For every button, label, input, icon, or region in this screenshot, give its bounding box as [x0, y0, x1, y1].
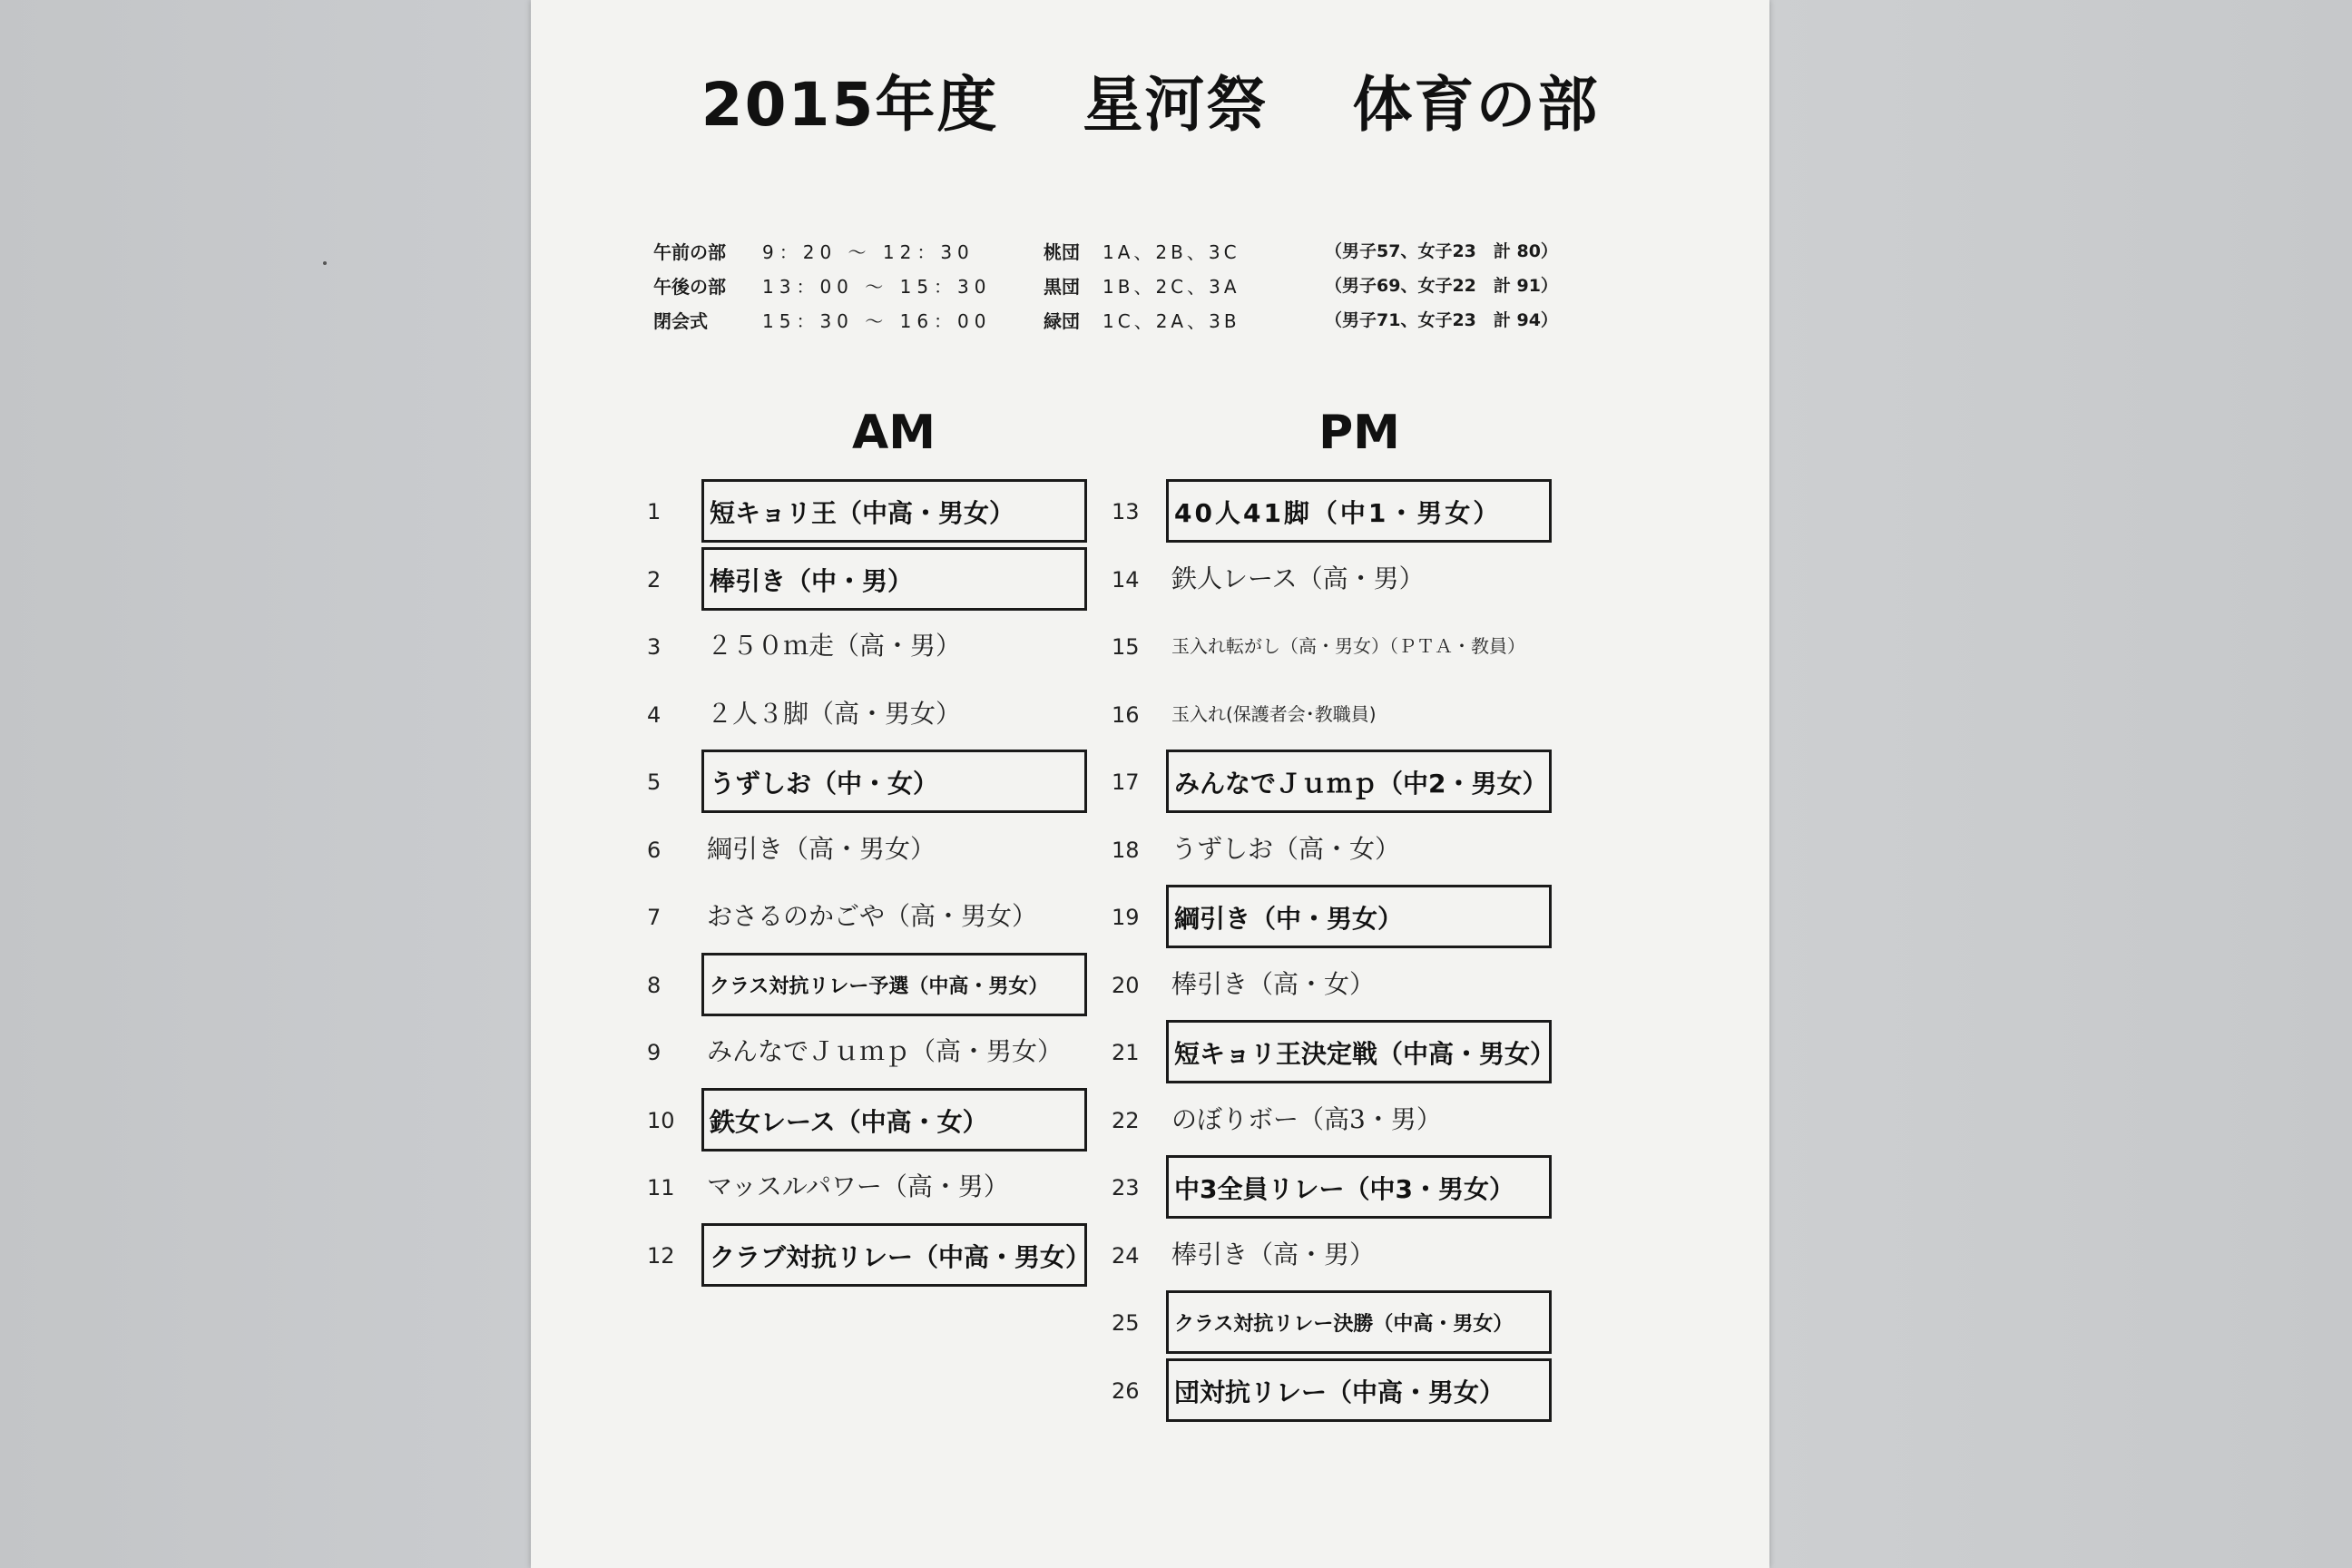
event-number: 26	[1112, 1377, 1140, 1404]
schedule-team: 桃団	[1044, 241, 1080, 263]
event-name: 棒引き（高・女）	[1171, 968, 1376, 999]
event-name: 玉入れ(保護者会･教職員)	[1171, 702, 1377, 725]
event-number: 7	[647, 905, 662, 930]
event-number: 6	[647, 837, 662, 863]
schedule-count: （男子57、女子23 計 80）	[1325, 241, 1558, 261]
event-name-boxed: 中3全員リレー（中3・男女）	[1166, 1155, 1552, 1219]
event-number: 15	[1112, 634, 1140, 660]
event-name: 棒引き（高・男）	[1171, 1239, 1376, 1269]
schedule-classes: 1B、2C、3A	[1102, 276, 1240, 298]
event-name-boxed: みんなでＪｕｍｐ（中2・男女）	[1166, 750, 1552, 813]
wall-left	[0, 0, 531, 1568]
event-name-boxed: クラス対抗リレー決勝（中高・男女）	[1166, 1290, 1552, 1354]
event-number: 23	[1112, 1175, 1140, 1200]
event-name: マッスルパワー（高・男）	[707, 1171, 1009, 1201]
event-number: 10	[647, 1107, 675, 1133]
event-number: 2	[647, 566, 662, 593]
event-number: 3	[647, 634, 662, 660]
event-name: のぼりボー（高3・男）	[1171, 1103, 1442, 1134]
schedule-count: （男子69、女子22 計 91）	[1325, 276, 1558, 296]
event-number: 11	[647, 1175, 675, 1200]
paper-sheet	[531, 0, 1769, 1568]
event-number: 1	[647, 499, 662, 524]
schedule-label: 午後の部	[653, 276, 726, 298]
schedule-classes: 1C、2A、3B	[1102, 310, 1240, 332]
event-name-boxed: クラブ対抗リレー（中高・男女）	[701, 1223, 1087, 1287]
schedule-label: 閉会式	[653, 310, 708, 332]
event-name: おさるのかごや（高・男女）	[707, 901, 1038, 931]
event-number: 18	[1112, 837, 1140, 863]
am-heading: AM	[852, 406, 936, 460]
event-number: 21	[1112, 1040, 1140, 1065]
event-name-boxed: 綱引き（中・男女）	[1166, 885, 1552, 948]
schedule-team: 黒団	[1044, 276, 1080, 298]
schedule-time: 15：30 ～ 16：00	[762, 310, 992, 332]
event-name-boxed: 棒引き（中・男）	[701, 547, 1087, 611]
event-name: 鉄人レース（高・男）	[1171, 563, 1425, 593]
event-number: 22	[1112, 1107, 1140, 1133]
event-number: 12	[647, 1242, 675, 1269]
event-number: 14	[1112, 566, 1140, 593]
event-name-boxed: 40人41脚（中1・男女）	[1166, 479, 1552, 543]
schedule-time: 13：00 ～ 15：30	[762, 276, 992, 298]
event-number: 17	[1112, 769, 1140, 795]
event-number: 25	[1112, 1310, 1140, 1336]
event-name-boxed: クラス対抗リレー予選（中高・男女）	[701, 953, 1087, 1016]
event-number: 4	[647, 701, 662, 728]
schedule-team: 緑団	[1044, 310, 1080, 332]
event-name-boxed: 鉄女レース（中高・女）	[701, 1088, 1087, 1152]
event-number: 13	[1112, 499, 1140, 524]
schedule-classes: 1A、2B、3C	[1102, 241, 1240, 263]
event-number: 9	[647, 1040, 662, 1065]
event-name-boxed: 短キョリ王決定戦（中高・男女）	[1166, 1020, 1552, 1083]
schedule-count: （男子71、女子23 計 94）	[1325, 310, 1558, 330]
pm-heading: PM	[1318, 406, 1400, 460]
event-number: 8	[647, 972, 662, 998]
schedule-label: 午前の部	[653, 241, 726, 263]
event-name: ２人３脚（高・男女）	[707, 698, 962, 729]
event-name: 玉入れ転がし（高・男女）（ＰＴＡ・教員）	[1171, 635, 1525, 657]
event-number: 20	[1112, 972, 1140, 998]
event-name-boxed: 短キョリ王（中高・男女）	[701, 479, 1087, 543]
event-name-boxed: うずしお（中・女）	[701, 750, 1087, 813]
event-number: 16	[1112, 701, 1140, 728]
event-number: 24	[1112, 1242, 1140, 1269]
event-name: 綱引き（高・男女）	[707, 833, 936, 864]
event-name-boxed: 団対抗リレー（中高・男女）	[1166, 1358, 1552, 1422]
wall-speck	[323, 261, 327, 265]
event-name: みんなでＪｕｍｐ（高・男女）	[707, 1036, 1063, 1066]
schedule-time: 9：20 ～ 12：30	[762, 241, 975, 263]
event-name: うずしお（高・女）	[1171, 833, 1401, 864]
event-number: 5	[647, 769, 662, 795]
page-title: 2015年度 星河祭 体育の部	[701, 70, 1600, 140]
wall-right	[1769, 0, 2352, 1568]
event-name: ２５０ｍ走（高・男）	[707, 631, 962, 661]
event-number: 19	[1112, 905, 1140, 930]
